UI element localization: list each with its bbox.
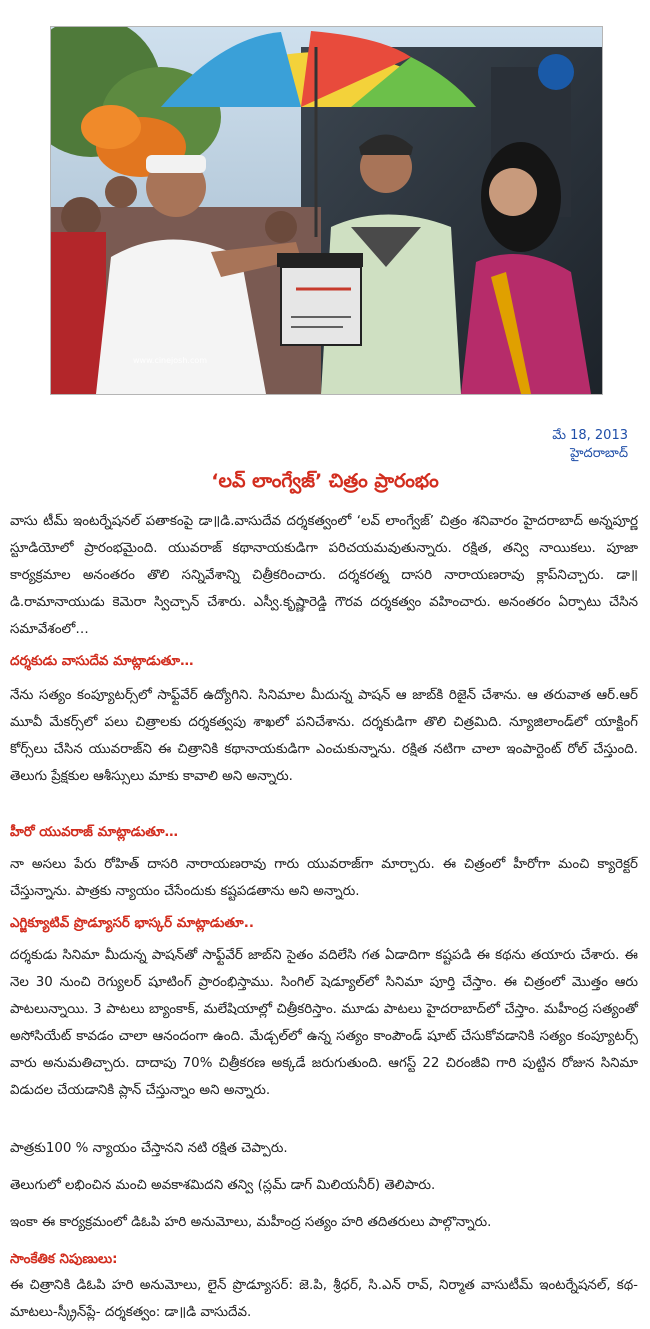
- technicians-heading: సాంకేతిక నిపుణులు:: [10, 1252, 118, 1267]
- article-location: హైదరాబాద్: [570, 446, 628, 461]
- director-section-heading: దర్శకుడు వాసుదేవ మాట్లాడుతూ…: [10, 654, 194, 669]
- producer-quote-paragraph: దర్శకుడు సినిమా మీదున్న పాషన్‌తో సాఫ్ట్‌వేర్ జాబ్‌ని సైతం వదిలేసి గత ఏడాదిగా కష్టపడి ఈ కథను తయారు చేశారు. ఈ నెల 30 నుంచి రెగ్యులర్ షూటింగ్ ప్రారంభిస్తాము. సింగిల్ షెడ్యూల్‌లో సినిమా పూర్తి చేస్తాం. ఈ చిత్రంలో మొత్తం ఆరు పాటలున్నాయి. 3 పాటలు బ్యాంకాక్, మలేషియాల్లో చిత్రీకరిస్తాం. మూడు పాటలు హైదరాబాద్‌లో చేస్తాం. మహీంద్ర సత్యంతో అసోసియేట్ కావడం చాలా ఆనందంగా ఉంది. మేడ్చల్‌లో ఉన్న సత్యం కాంపౌండ్ షూట్ చేసుకోవడానికి సత్యం కంప్యూటర్స్ వారు అనుమతిచ్చారు. దాదాపు 70% చిత్రీకరణ అక్కడే జరుగుతుంది. ఆగస్ట్ 22 చిరంజీవి గారి పుట్టిన రోజున సినిమా విడుదల చేయడానికి ప్లాన్ చేస్తున్నాం అని అన్నారు.: [10, 948, 638, 1098]
- hero-quote-paragraph: నా అసలు పేరు రోహిత్ దాసరి నారాయణరావు గారు యువరాజ్‌గా మార్చారు. ఈ చిత్రంలో హీరోగా మంచి క్యారెక్టర్ చేస్తున్నాను. పాత్రకు న్యాయం చేసేందుకు కష్టపడతాను అని అన్నారు.: [10, 857, 638, 899]
- clapperboard-illustration: [277, 253, 363, 345]
- event-photo-illustration: [51, 27, 602, 394]
- article-date: మే 18, 2013: [552, 428, 628, 443]
- director-quote-paragraph: నేను సత్యం కంప్యూటర్స్‌లో సాఫ్ట్‌వేర్ ఉద్యోగిని. సినిమాల మీదున్న పాషన్ ఆ జాబ్‌కి రిజైన్ చేశాను. ఆ తరువాత ఆర్.ఆర్ మూవీ మేకర్స్‌లో పలు చిత్రాలకు దర్శకత్వపు శాఖలో పనిచేశాను. దర్శకుడిగా తొలి చిత్రమిది. న్యూజిలాండ్‌లో యాక్టింగ్ కోర్స్‌లు చేసిన యువరాజ్‌ని ఈ చిత్రానికి కథానాయకుడిగా ఎంచుకున్నాను. రక్షిత నటిగా చాలా ఇంపార్టెంట్ రోల్ చేస్తుంది. తెలుగు ప్రేక్షకుల ఆశీస్సులు మాకు కావాలి అని అన్నారు.: [10, 688, 638, 784]
- rakshita-quote: పాత్రకు100 % న్యాయం చేస్తానని నటి రక్షిత చెప్పారు.: [10, 1141, 288, 1156]
- photo-watermark: www.cinejosh.com: [133, 356, 208, 365]
- channel-logo-icon: [538, 54, 574, 90]
- producer-section-heading: ఎగ్జిక్యూటివ్ ప్రొడ్యూసర్ భాస్కర్ మాట్లాడుతూ..: [10, 916, 254, 931]
- hero-section-heading: హీరో యువరాజ్ మాట్లాడుతూ…: [10, 825, 179, 840]
- article-headline: ‘లవ్ లాంగ్వేజ్’ చిత్రం ప్రారంభం: [211, 470, 439, 492]
- technicians-paragraph: ఈ చిత్రానికి డిఓపి హరి అనుమోలు, లైన్ ప్రొడ్యూసర్: జె.పి, శ్రీధర్, సి.ఎన్ రావ్, నిర్మాత వాసుటీమ్ ఇంటర్నేషనల్, కథ-మాటలు-స్క్రీన్‌ప్లే- దర్శకత్వం: డా॥డి వాసుదేవ.: [10, 1278, 638, 1320]
- event-photo: [50, 26, 603, 395]
- attendees-paragraph: ఇంకా ఈ కార్యక్రమంలో డిఓపి హరి అనుమోలు, మహీంద్ర సత్యం హరి తదితరులు పాల్గొన్నారు.: [10, 1215, 492, 1230]
- intro-paragraph: వాసు టీమ్ ఇంటర్నేషనల్ పతాకంపై డా॥డి.వాసుదేవ దర్శకత్వంలో ‘లవ్ లాంగ్వేజ్’ చిత్రం శనివారం హైదరాబాద్ అన్నపూర్ణ స్టూడియోలో ప్రారంభమైంది. యువరాజ్ కథానాయకుడిగా పరిచయమవుతున్నారు. రక్షిత, తన్వి నాయికలు. పూజా కార్యక్రమాల అనంతరం తొలి సన్నివేశాన్ని చిత్రీకరించారు. దర్శకరత్న దాసరి నారాయణరావు క్లాప్‌నిచ్చారు. డా॥డి.రామానాయుడు కెమెరా స్విచ్చాన్ చేశారు. ఎస్వీ.కృష్ణారెడ్డి గౌరవ దర్శకత్వం వహించారు. అనంతరం ఏర్పాటు చేసిన సమావేశంలో…: [10, 514, 638, 637]
- tanvi-quote: తెలుగులో లభించిన మంచి అవకాశమిదని తన్వి (స్లమ్ డాగ్ మిలియనీర్) తెలిపారు.: [10, 1178, 436, 1193]
